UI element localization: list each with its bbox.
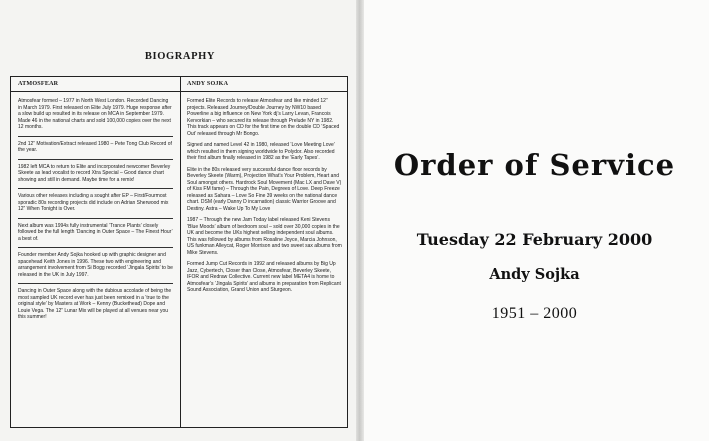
atmosfear-paragraph-text: 12” Motivation/Extract released 1980 – Pete Tong Club Record of the year. (18, 140, 172, 153)
life-years: 1951 – 2000 (491, 305, 578, 322)
atmosfear-paragraph: Dancing in Outer Space along with the dubious accolade of being the most sampled UK record ever has just been remixed in a ‘true to the original style’ by Masters at Work – Kenny (Buckethead) Dope and Louie Vega. The 12” Lunar Mix will be played at all venues near you this summer! (18, 283, 173, 321)
andy-sojka-column (182, 77, 347, 299)
atmosfear-paragraph-prefix: 2nd (18, 140, 27, 147)
biography-heading: BIOGRAPHY (144, 51, 216, 62)
andy-sojka-paragraph: Formed Elite Records to release Atmosfear and like minded 12” projects. Released Journey/Double Journey by NW10 based Powerline a big influence on New York dj’s Larry Levan, Francois Kervorkian – who secured its release through Prelude NY in 1982. This track appears on CD for the first time on the double CD ‘Spaced Out’ released through Mr Bongo. (187, 98, 340, 137)
atmosfear-column-header: ATMOSFEAR (18, 81, 59, 87)
andy-sojka-paragraph: Formed Jump Cut Records in 1992 and released albums by Big Up Jazz, Cybertech, Closer than Close, Atmosfear, Beverley Skeete, IFOR and Redraw Collective. Current new label META4 is home to Atmosfear’s ‘Jingala Spirits’ and albums in preparation from Replicant Sound Association, Grand Union and Sturgeon. (187, 261, 341, 293)
atmosfear-paragraph: Atmosfear formed – 1977 in North West London. Recorded Dancing in March 1979. First released on Elite July 1979. Huge response after a slow build up resulted in its release on MCA in September 1979. Made 46 in the national charts and sold 100,000 copies over the next 12 months. (18, 98, 172, 130)
column-divider (180, 77, 181, 427)
atmosfear-column (13, 77, 178, 326)
atmosfear-paragraph: Founder member Andy Sojka hooked up with graphic designer and spacehead Keith Jones in 1996. These two with engineering and arrangement involvement from Si Bogg recorded ‘Jingala Spirits’ to be released in the UK in July 1997. (18, 247, 173, 278)
andy-sojka-paragraph: Signed and named Level 42 in 1980, released ‘Love Meeting Love’ which resulted in them signing worldwide to Polydor. Also recorded their first album finally released in 1982 as the ‘Early Tapes’. (187, 142, 335, 161)
page-fold (356, 0, 364, 441)
order-of-service-title: Order of Service (393, 148, 676, 182)
biography-table (10, 76, 348, 428)
service-date: Tuesday 22 February 2000 (416, 230, 653, 249)
andy-sojka-column-header: ANDY SOJKA (187, 81, 229, 87)
cover-page (360, 0, 709, 441)
atmosfear-paragraph: Next album was 1994s fully instrumental ‘Trance Plants’ closely followed be the full length ‘Dancing in Outer Space – The Finest Hour’ a best of. (18, 218, 173, 243)
atmosfear-paragraph: 1982 left MCA to return to Elite and incorporated newcomer Beverley Skeete as lead vocalist to record Xtra Special – Good dance chart showing and still in demand. Maybe time for a remix! (18, 159, 173, 184)
atmosfear-paragraph: Various other releases including a sought after EP – First/Fourmost sporadic 80s recording projects did include on Adrian Sherwood mix 12” When Tonight is Over. (18, 188, 173, 213)
andy-sojka-paragraph: 1987 – Through the new Jam Today label released Keni Stevens ‘Blue Moods’ album of bedroom soul – sold over 30,000 copies in the UK and become the UKs highest selling independent soul albums. This was followed by albums from Rosaline Joyce, Marcia Johnson, US funkman Alleycat, Roger Morrison and two sweet sax albums from Mike Stevens. (187, 217, 342, 256)
andy-sojka-paragraph: Elite in the 80s released very successful dance floor records by Beverley Skeete (Warm), Projection What’s Your Problem, Heart and Soul amongst others. Hardrock Soul Movement (Mac LX and Dave V) of Kiss FM fame) – Through the Pain, Degrees of Love. Deep Freeze released as Sahara – Love So Fine 39 weeks on the national dance chart. DSM (early Danny D incarnation) classic Warrior Groove and Destiny. Astra – Wake Up To My Love (187, 166, 342, 212)
atmosfear-paragraph (18, 136, 173, 154)
deceased-name: Andy Sojka (489, 266, 580, 283)
